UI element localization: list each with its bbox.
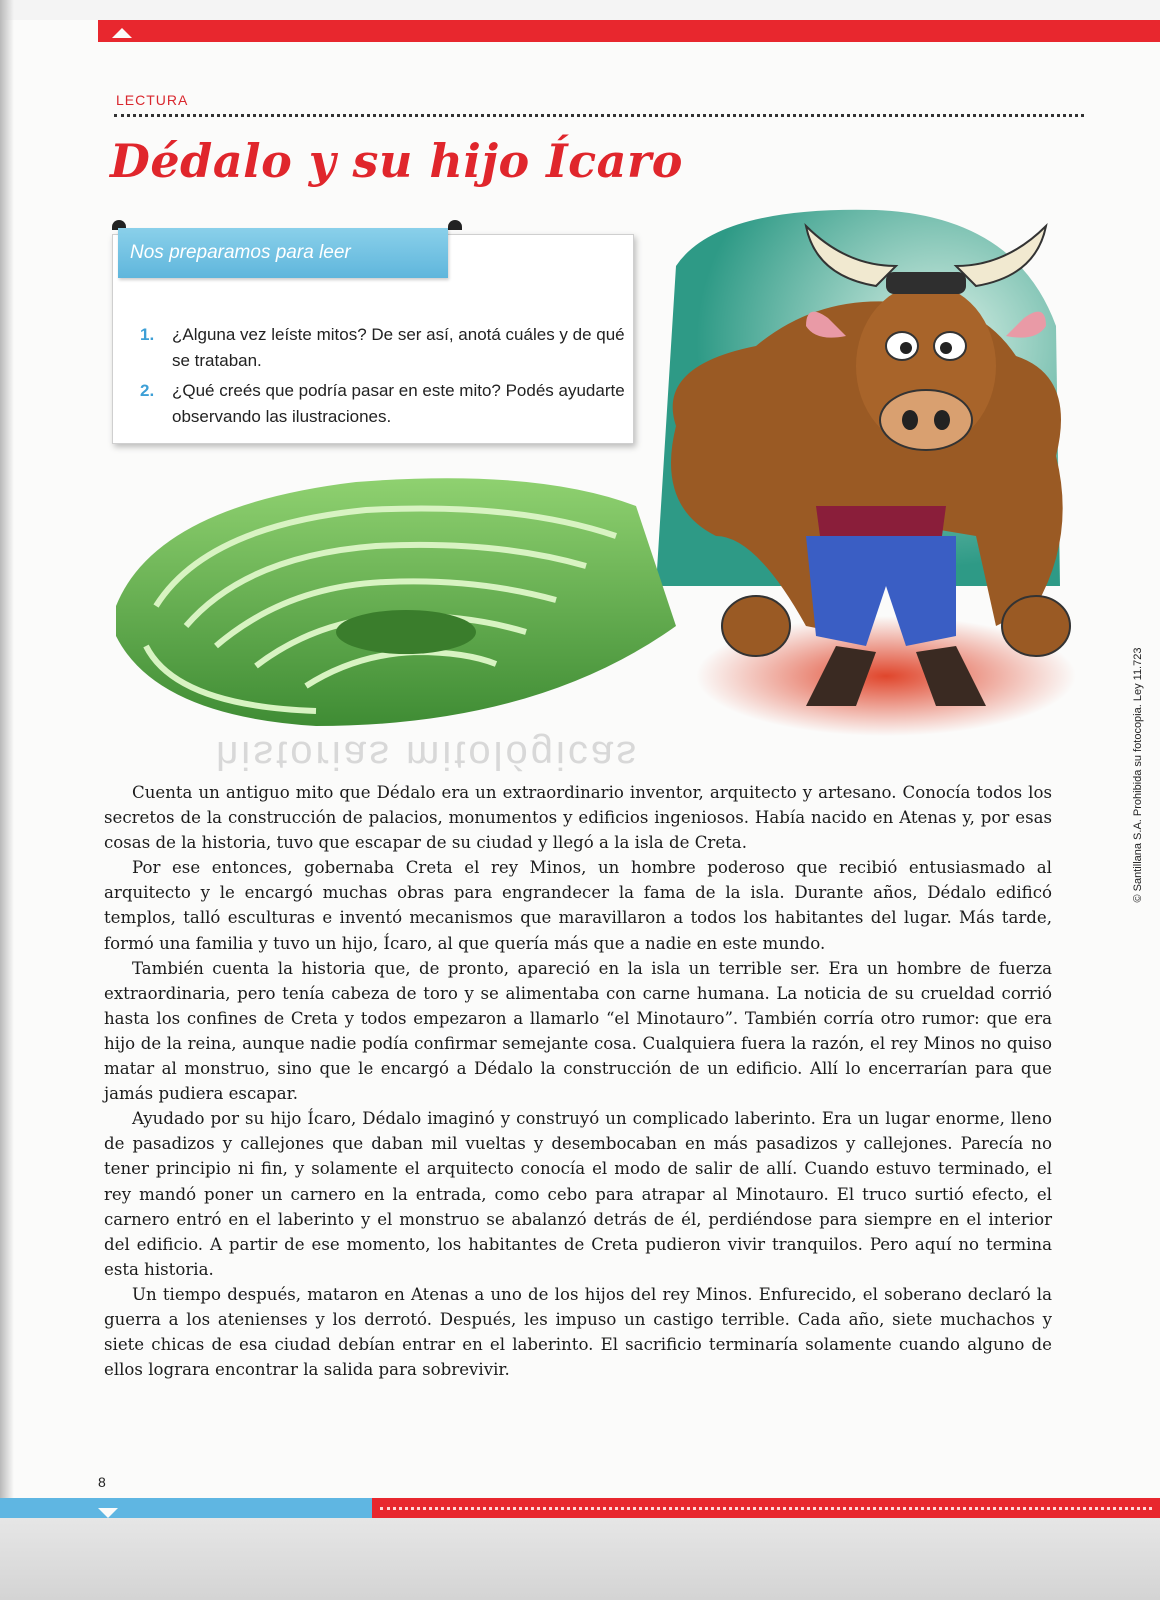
question-item <box>140 378 630 430</box>
copyright-note <box>1126 620 1150 930</box>
binding-shadow <box>0 0 14 1600</box>
paragraph: Un tiempo después, mataron en Atenas a uno de los hijos del rey Minos. Enfurecido, el soberano declaró la guerra a los atenienses y los derrotó. Después, les impuso un castigo terrible. Cada año, siete muchachos y siete chicas de esa ciudad debían entrar en el laberinto. El sacrificio terminaría solamente cuando alguno de ellos lograra encontrar la salida para sobrevivir. <box>104 1284 1052 1380</box>
dotted-divider <box>114 114 1084 117</box>
page-title: Dédalo y su hijo Ícaro <box>110 134 683 188</box>
bottom-margin <box>0 1518 1160 1600</box>
paragraph: Por ese entonces, gobernaba Creta el rey Minos, un hombre poderoso que recibió entusiasmado al arquitecto y le encargó muchas obras para engrandecer la fama de la isla. Durante años, Dédalo edificó templos, talló esculturas e inventó mecanismos que maravillaron a todos los habitantes del lugar. Más tarde, formó una familia y tuvo un hijo, Ícaro, al que quería más que a nadie en este mundo. <box>104 858 1052 953</box>
question-item <box>140 322 630 374</box>
question-text: ¿Qué creés que podría pasar en este mito? Podés ayudarte observando las ilustraciones. <box>172 381 625 426</box>
pre-reading-label: Nos preparamos para leer <box>130 242 351 263</box>
bottom-notch <box>98 1508 118 1518</box>
bottom-red-band <box>372 1498 1160 1518</box>
paragraph: También cuenta la historia que, de pronto, apareció en la isla un terrible ser. Era un hombre de fuerza extraordinaria, pero tenía cabeza de toro y se alimentaba con carne humana. La noticia de su crueldad corrió hasta los confines de Creta y todos empezaron a llamarlo “el Minotauro”. También corría otro rumor: que era hijo de la reina, aunque nadie podía confirmar semejante cosa. Cualquiera fuera la razón, el rey Minos no quiso matar al monstruo, sino que le encargó a Dédalo la construcción de un edificio. Allí lo encerrarían para que jamás pudiera escapar. <box>104 958 1052 1104</box>
copyright-text: © Santillana S.A. Prohibida su fotocopia. Ley 11.723 <box>1132 647 1144 903</box>
paragraph: Ayudado por su hijo Ícaro, Dédalo imaginó y construyó un complicado laberinto. Era un lugar enorme, lleno de pasadizos y callejones que daban mil vueltas y desembocaban en más pasadizos y callejones. Parecía no tener principio ni fin, y solamente el arquitecto conocía el modo de salir de allí. Cuando estuvo terminado, el rey mandó poner un carnero en la entrada, como cebo para atrapar al Minotauro. El truco surtió efecto, el carnero entró en el laberinto y el monstruo se abalanzó detrás de él, perdiéndose para siempre en el interior del edificio. A partir de ese momento, los habitantes de Creta pudieron vivir tranquilos. Pero aquí no termina esta historia. <box>104 1109 1052 1279</box>
story-text <box>104 780 1052 1382</box>
top-notch <box>112 28 132 38</box>
bleed-through-text: historias mitológicas <box>216 733 640 777</box>
question-list <box>140 322 630 434</box>
question-text: ¿Alguna vez leíste mitos? De ser así, anotá cuáles y de qué se trataban. <box>172 325 625 370</box>
page-number: 8 <box>98 1474 106 1490</box>
bottom-blue-band <box>0 1498 372 1518</box>
question-number: 1. <box>140 325 155 344</box>
labyrinth <box>116 478 676 726</box>
paragraph: Cuenta un antiguo mito que Dédalo era un extraordinario inventor, arquitecto y artesano. Conocía todos los secretos de la construcción de palacios, monumentos y edificios ingeniosos. Había nacido en Atenas y, por esas cosas de la historia, tuvo que escapar de su ciudad y llegó a la isla de Creta. <box>104 783 1052 853</box>
top-red-band <box>98 20 1160 42</box>
section-label: LECTURA <box>116 92 189 108</box>
top-margin <box>0 0 1160 20</box>
question-number: 2. <box>140 381 155 400</box>
tab-curl-right <box>448 220 462 230</box>
